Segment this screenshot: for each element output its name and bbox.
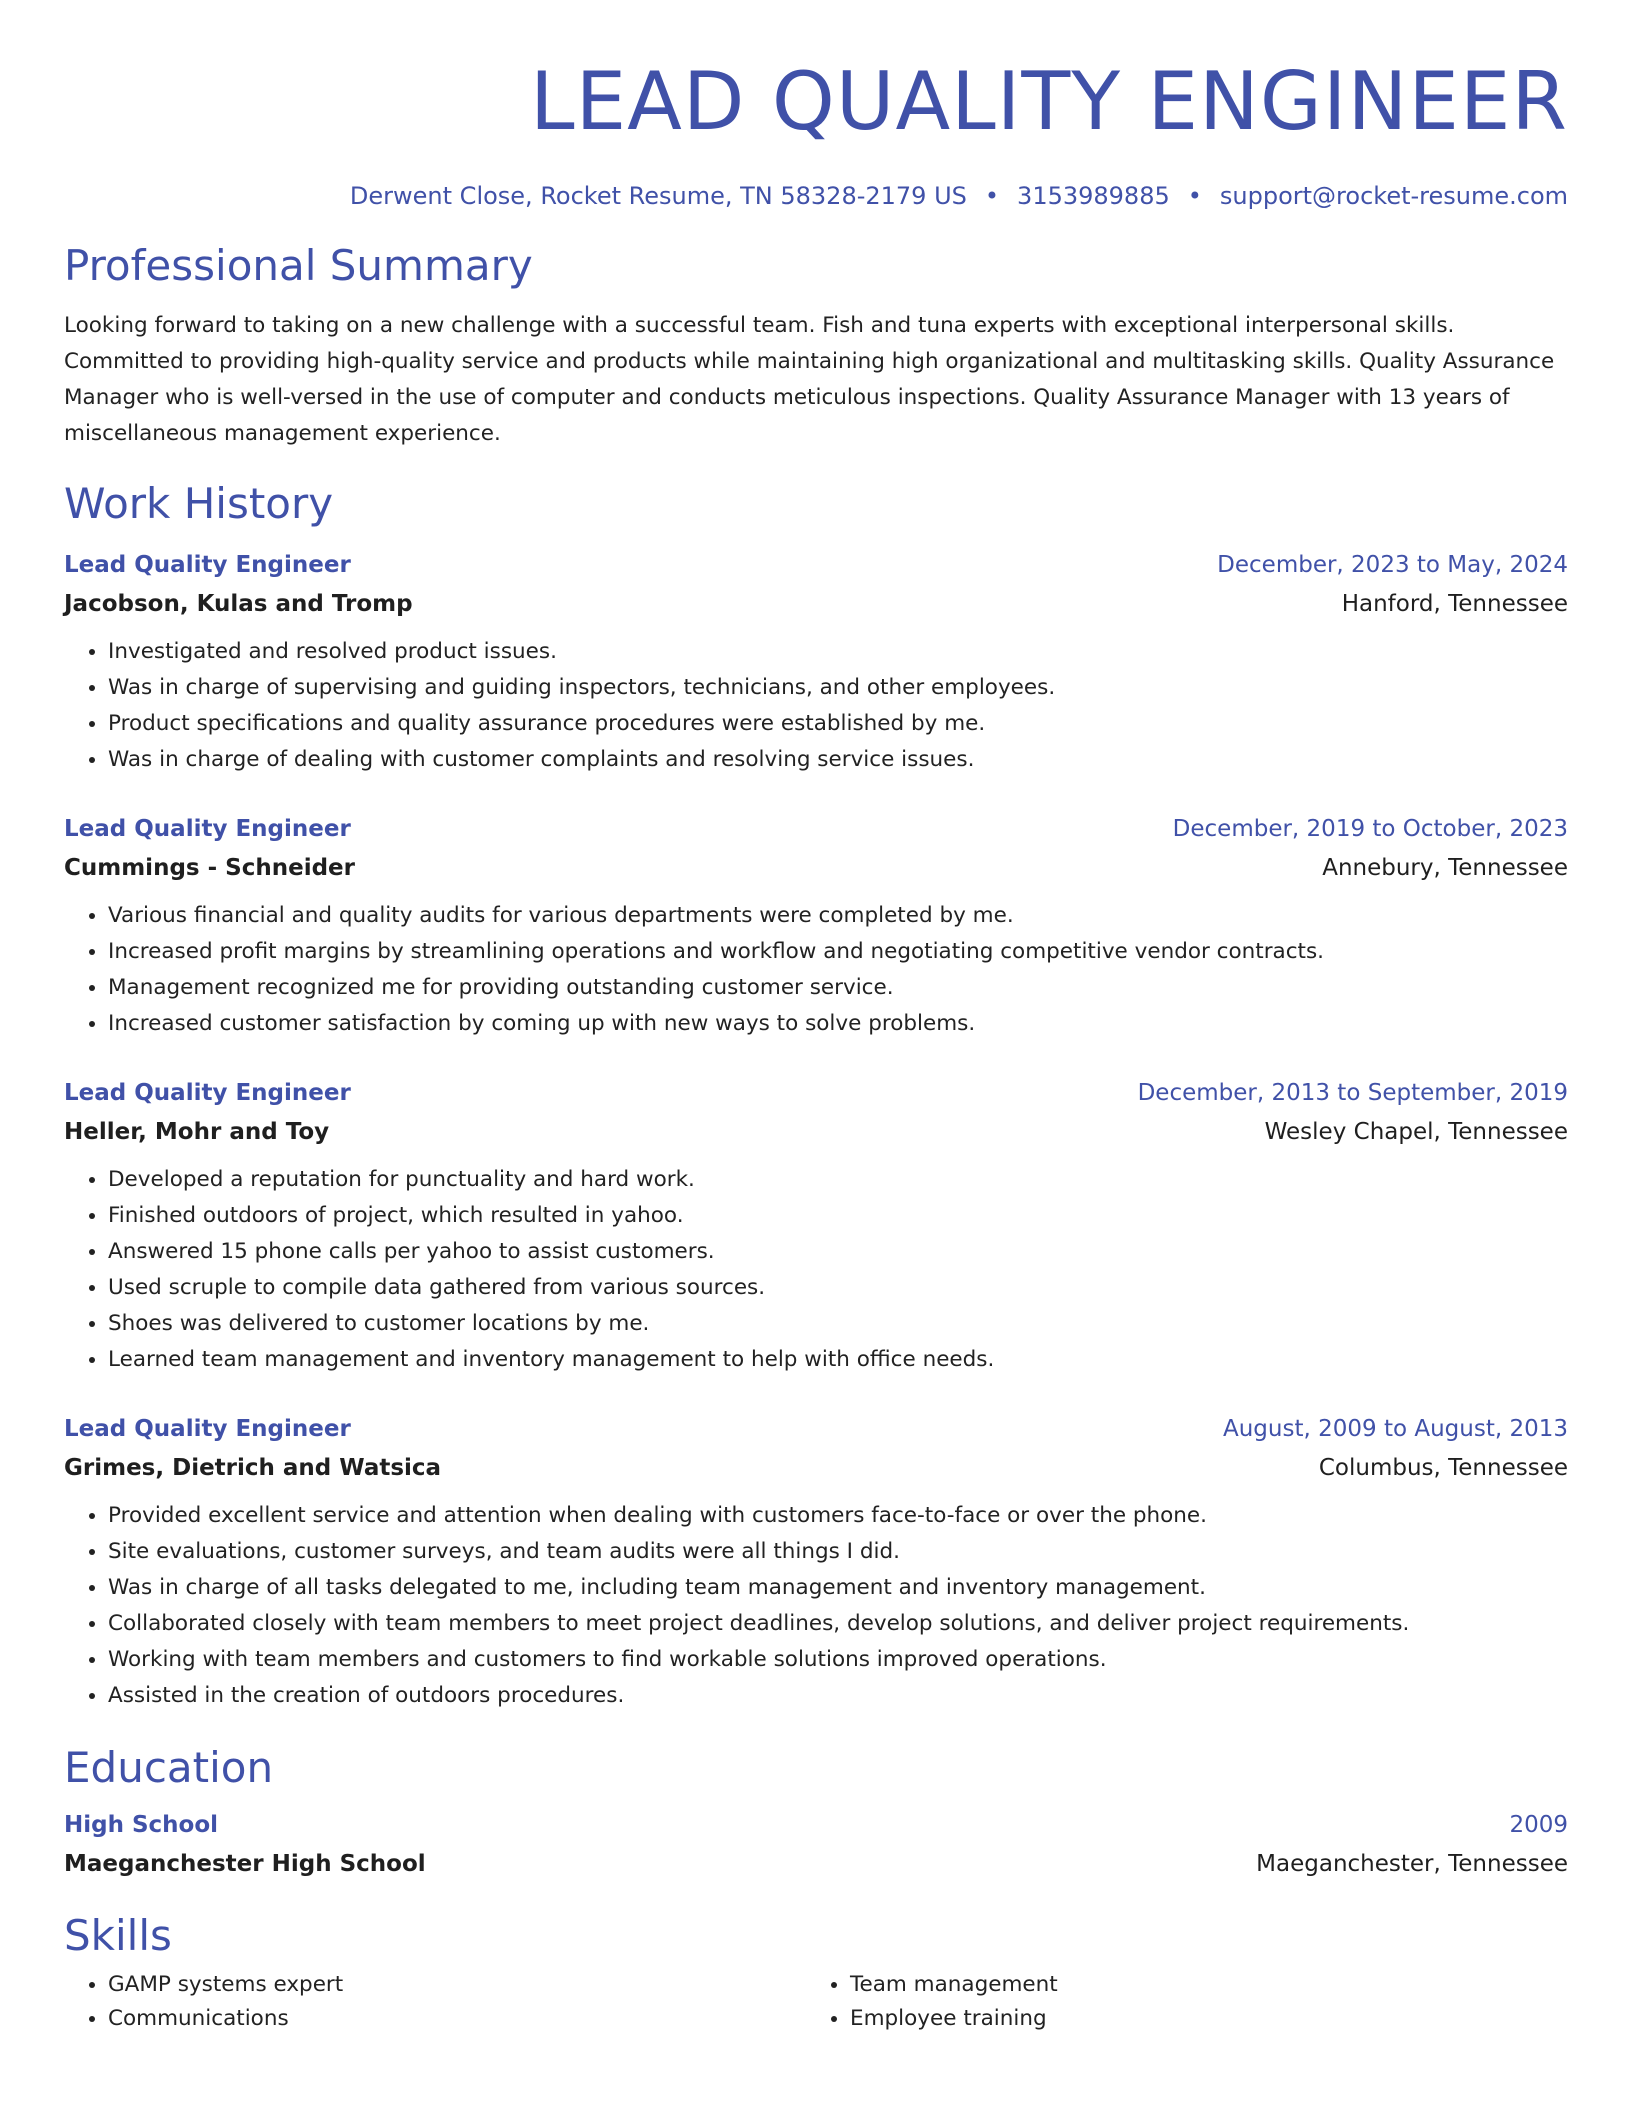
skill-item: • GAMP systems expert xyxy=(108,1968,806,2002)
job-title: Lead Quality Engineer xyxy=(64,552,351,578)
contact-address: Derwent Close, Rocket Resume, TN 58328-2179 US xyxy=(349,182,967,210)
job-bullet: • Provided excellent service and attention when dealing with customers face-to-face or over the phone. xyxy=(108,1498,1568,1534)
job-bullet: • Investigated and resolved product issues. xyxy=(108,634,1568,670)
job-bullet: • Management recognized me for providing outstanding customer service. xyxy=(108,970,1568,1006)
resume-page xyxy=(64,0,1568,2036)
job-bullet: • Developed a reputation for punctuality and hard work. xyxy=(108,1162,1568,1198)
job-bullet-list xyxy=(64,1162,1568,1378)
education-degree: High School xyxy=(64,1812,219,1838)
contact-line xyxy=(64,180,1568,212)
skill-item: • Team management xyxy=(850,1968,1548,2002)
job-company: Cummings - Schneider xyxy=(64,855,355,881)
job-bullet: • Was in charge of all tasks delegated to me, including team management and inventory management. xyxy=(108,1570,1568,1606)
job-bullet-list xyxy=(64,898,1568,1042)
job-bullet-list xyxy=(64,1498,1568,1714)
job-entry xyxy=(64,1074,1568,1378)
job-company: Jacobson, Kulas and Tromp xyxy=(64,591,413,617)
contact-phone: 3153989885 xyxy=(1017,182,1170,210)
job-bullet: • Learned team management and inventory management to help with office needs. xyxy=(108,1342,1568,1378)
education-entry xyxy=(64,1806,1568,1884)
job-company: Heller, Mohr and Toy xyxy=(64,1119,330,1145)
job-bullet: • Shoes was delivered to customer locations by me. xyxy=(108,1306,1568,1342)
section-title-skills: Skills xyxy=(64,1911,172,1960)
job-location: Columbus, Tennessee xyxy=(1318,1455,1568,1481)
job-bullet: • Answered 15 phone calls per yahoo to assist customers. xyxy=(108,1234,1568,1270)
summary-text: Looking forward to taking on a new challenge with a successful team. Fish and tuna experts with exceptional interpersonal skills. Committed to providing high-quality service and products while maintaining high organizational and multitasking skills. Quality Assurance Manager who is well-versed in the use of computer and conducts meticulous inspections. Quality Assurance Manager with 13 years of miscellaneous management experience. xyxy=(64,313,1555,446)
job-bullet: • Site evaluations, customer surveys, and team audits were all things I did. xyxy=(108,1534,1568,1570)
skill-item: • Communications xyxy=(108,2002,806,2036)
job-bullet: • Working with team members and customers to find workable solutions improved operations. xyxy=(108,1642,1568,1678)
contact-separator: • xyxy=(984,182,1000,210)
job-location: Annebury, Tennessee xyxy=(1322,855,1568,881)
job-bullet: • Increased customer satisfaction by coming up with new ways to solve problems. xyxy=(108,1006,1568,1042)
section-title-summary: Professional Summary xyxy=(64,241,533,290)
job-title: Lead Quality Engineer xyxy=(64,816,351,842)
job-bullet: • Product specifications and quality assurance procedures were established by me. xyxy=(108,706,1568,742)
job-entry xyxy=(64,1410,1568,1714)
job-company: Grimes, Dietrich and Watsica xyxy=(64,1455,442,1481)
job-entry xyxy=(64,546,1568,778)
job-dates: December, 2023 to May, 2024 xyxy=(1217,552,1568,578)
job-entry xyxy=(64,810,1568,1042)
job-dates: December, 2019 to October, 2023 xyxy=(1172,816,1568,842)
job-bullet: • Was in charge of dealing with customer complaints and resolving service issues. xyxy=(108,742,1568,778)
job-dates: December, 2013 to September, 2019 xyxy=(1137,1080,1568,1106)
job-bullet: • Was in charge of supervising and guiding inspectors, technicians, and other employees. xyxy=(108,670,1568,706)
skill-item: • Employee training xyxy=(850,2002,1548,2036)
job-bullet: • Assisted in the creation of outdoors procedures. xyxy=(108,1678,1568,1714)
job-bullet: • Increased profit margins by streamlining operations and workflow and negotiating competitive vendor contracts. xyxy=(108,934,1568,970)
skills-column-right xyxy=(806,1968,1548,2036)
job-bullet-list xyxy=(64,634,1568,778)
skills-list xyxy=(64,1968,1568,2036)
job-title: Lead Quality Engineer xyxy=(64,1080,351,1106)
section-title-education: Education xyxy=(64,1743,274,1792)
education-school: Maeganchester High School xyxy=(64,1851,426,1877)
job-bullet: • Various financial and quality audits for various departments were completed by me. xyxy=(108,898,1568,934)
job-bullet: • Used scruple to compile data gathered from various sources. xyxy=(108,1270,1568,1306)
job-location: Hanford, Tennessee xyxy=(1341,591,1568,617)
job-dates: August, 2009 to August, 2013 xyxy=(1223,1416,1568,1442)
contact-separator: • xyxy=(1187,182,1202,210)
resume-name-title: LEAD QUALITY ENGINEER xyxy=(530,55,1568,148)
job-location: Wesley Chapel, Tennessee xyxy=(1264,1119,1568,1145)
skills-column-left xyxy=(64,1968,806,2036)
section-title-work-history: Work History xyxy=(64,479,334,528)
job-title: Lead Quality Engineer xyxy=(64,1416,351,1442)
contact-email[interactable]: support@rocket-resume.com xyxy=(1219,182,1568,210)
job-bullet: • Finished outdoors of project, which resulted in yahoo. xyxy=(108,1198,1568,1234)
education-year: 2009 xyxy=(1509,1812,1568,1838)
education-location: Maeganchester, Tennessee xyxy=(1256,1851,1568,1877)
job-bullet: • Collaborated closely with team members to meet project deadlines, develop solutions, and deliver project requirements. xyxy=(108,1606,1568,1642)
